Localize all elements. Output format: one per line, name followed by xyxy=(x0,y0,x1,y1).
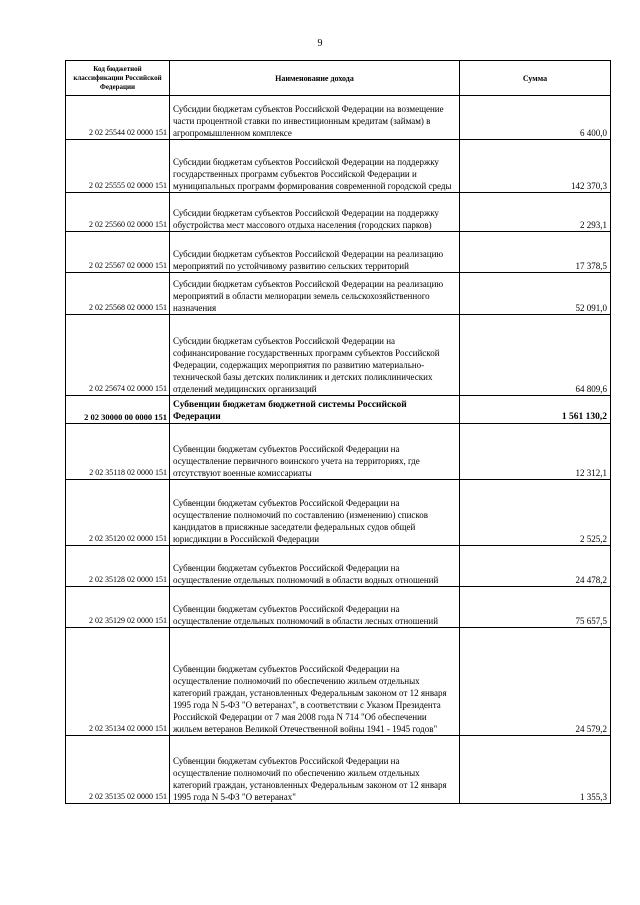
header-name: Наименование дохода xyxy=(170,61,460,96)
table-row xyxy=(66,96,611,140)
cell-sum: 52 091,0 xyxy=(460,273,611,315)
cell-sum: 2 293,1 xyxy=(460,193,611,232)
cell-code: 2 02 25674 02 0000 151 xyxy=(66,315,170,396)
table-row xyxy=(66,273,611,315)
header-code: Код бюджетной классификации Российской Федерации xyxy=(66,61,170,96)
cell-code: 2 02 35134 02 0000 151 xyxy=(66,628,170,736)
table-header-row xyxy=(66,61,611,96)
cell-sum: 2 525,2 xyxy=(460,480,611,546)
cell-code: 2 02 35135 02 0000 151 xyxy=(66,736,170,804)
cell-name: Субвенции бюджетам субъектов Российской Федерации на осуществление полномочий по обеспечению жильем отдельных категорий граждан, установленных Федеральным законом от 12 января 1995 года N 5-ФЗ "О ветеранах" xyxy=(170,736,460,804)
cell-name: Субвенции бюджетам субъектов Российской Федерации на осуществление первичного воинского учета на территориях, где отсутствуют военные комиссариаты xyxy=(170,424,460,480)
cell-name: Субвенции бюджетам субъектов Российской Федерации на осуществление отдельных полномочий в области водных отношений xyxy=(170,546,460,587)
cell-name: Субвенции бюджетам субъектов Российской Федерации на осуществление полномочий по обеспечению жильем отдельных категорий граждан, установленных Федеральным законом от 12 января 1995 года N 5-ФЗ "О ветеранах", в соответствии с Указом Президента Российской Федерации от 7 мая 2008 года N 714 "Об обеспечении жильем ветеранов Великой Отечественной войны 1941 - 1945 годов" xyxy=(170,628,460,736)
cell-code: 2 02 25568 02 0000 151 xyxy=(66,273,170,315)
cell-sum: 142 370,3 xyxy=(460,140,611,193)
cell-sum: 6 400,0 xyxy=(460,96,611,140)
table-row xyxy=(66,480,611,546)
cell-code: 2 02 25560 02 0000 151 xyxy=(66,193,170,232)
table-row xyxy=(66,628,611,736)
cell-sum: 24 579,2 xyxy=(460,628,611,736)
cell-sum: 24 478,2 xyxy=(460,546,611,587)
table-row xyxy=(66,396,611,424)
cell-code: 2 02 35129 02 0000 151 xyxy=(66,587,170,628)
table-row xyxy=(66,140,611,193)
cell-code: 2 02 25555 02 0000 151 xyxy=(66,140,170,193)
cell-name: Субсидии бюджетам субъектов Российской Федерации на реализацию мероприятий по устойчивому развитию сельских территорий xyxy=(170,232,460,273)
cell-sum: 75 657,5 xyxy=(460,587,611,628)
cell-code: 2 02 35128 02 0000 151 xyxy=(66,546,170,587)
header-sum: Сумма xyxy=(460,61,611,96)
cell-code: 2 02 25567 02 0000 151 xyxy=(66,232,170,273)
table-row xyxy=(66,315,611,396)
cell-code: 2 02 25544 02 0000 151 xyxy=(66,96,170,140)
cell-name: Субвенции бюджетам бюджетной системы Российской Федерации xyxy=(170,396,460,424)
cell-name: Субсидии бюджетам субъектов Российской Федерации на реализацию мероприятий в области мелиорации земель сельскохозяйственного назначения xyxy=(170,273,460,315)
cell-code: 2 02 35118 02 0000 151 xyxy=(66,424,170,480)
table-row xyxy=(66,736,611,804)
cell-name: Субсидии бюджетам субъектов Российской Федерации на возмещение части процентной ставки по инвестиционным кредитам (займам) в агропромышленном комплексе xyxy=(170,96,460,140)
cell-name: Субвенции бюджетам субъектов Российской Федерации на осуществление полномочий по составлению (изменению) списков кандидатов в присяжные заседатели федеральных судов общей юрисдикции в Российской Федерации xyxy=(170,480,460,546)
table-row xyxy=(66,193,611,232)
page-number: 9 xyxy=(317,38,323,49)
table-row xyxy=(66,546,611,587)
cell-code: 2 02 35120 02 0000 151 xyxy=(66,480,170,546)
cell-code: 2 02 30000 00 0000 151 xyxy=(66,396,170,424)
cell-name: Субсидии бюджетам субъектов Российской Федерации на поддержку государственных программ субъектов Российской Федерации и муниципальных программ формирования современной городской среды xyxy=(170,140,460,193)
cell-sum: 17 378,5 xyxy=(460,232,611,273)
table-row xyxy=(66,232,611,273)
cell-name: Субвенции бюджетам субъектов Российской Федерации на осуществление отдельных полномочий в области лесных отношений xyxy=(170,587,460,628)
revenue-table xyxy=(65,60,611,804)
table-row xyxy=(66,424,611,480)
table-row xyxy=(66,587,611,628)
cell-sum: 1 355,3 xyxy=(460,736,611,804)
cell-sum: 64 809,6 xyxy=(460,315,611,396)
cell-name: Субсидии бюджетам субъектов Российской Федерации на софинансирование государственных программ субъектов Российской Федерации, содержащих мероприятия по развитию материально-технической базы детских поликлиник и детских поликлинических отделений медицинских организаций xyxy=(170,315,460,396)
cell-sum: 1 561 130,2 xyxy=(460,396,611,424)
cell-sum: 12 312,1 xyxy=(460,424,611,480)
table-body xyxy=(66,96,611,804)
cell-name: Субсидии бюджетам субъектов Российской Федерации на поддержку обустройства мест массового отдыха населения (городских парков) xyxy=(170,193,460,232)
